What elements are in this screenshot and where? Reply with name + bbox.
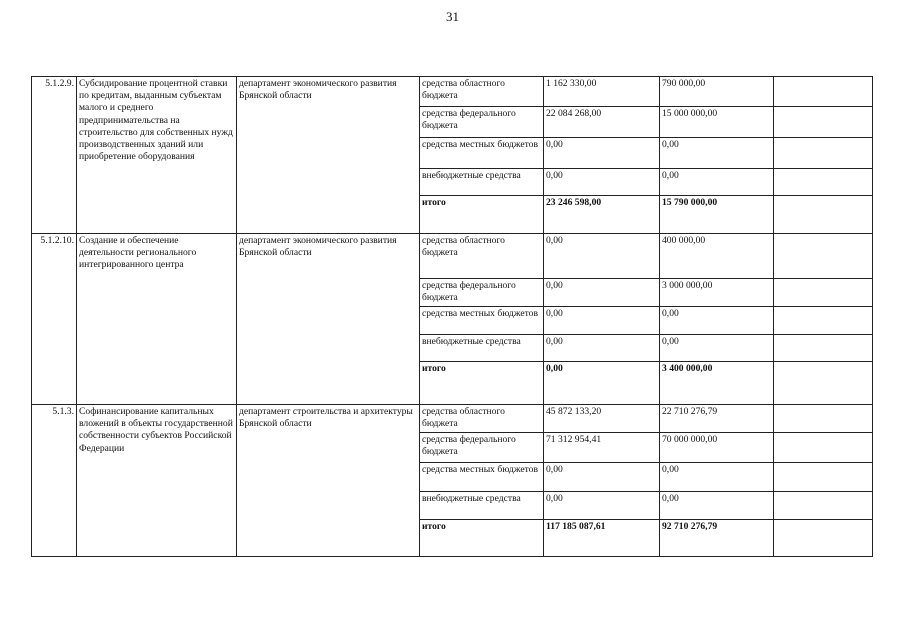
amount-2: 15 000 000,00 [660, 107, 774, 138]
amount-2: 0,00 [660, 492, 774, 520]
item-executor: департамент строительства и архитектуры Брянской области [237, 405, 420, 557]
table-row [32, 77, 873, 107]
amount-1: 0,00 [544, 307, 660, 335]
empty-cell [774, 169, 873, 196]
empty-cell [774, 77, 873, 107]
item-number: 5.1.3. [32, 405, 77, 557]
funding-source: средства федерального бюджета [420, 279, 544, 307]
amount-2: 790 000,00 [660, 77, 774, 107]
funding-source: средства областного бюджета [420, 405, 544, 433]
empty-cell [774, 520, 873, 557]
total-label: итого [420, 362, 544, 405]
amount-2: 70 000 000,00 [660, 433, 774, 463]
item-title: Создание и обеспечение деятельности регионального интегрированного центра [77, 234, 237, 405]
item-executor: департамент экономического развития Брянской области [237, 77, 420, 234]
amount-2: 0,00 [660, 307, 774, 335]
empty-cell [774, 234, 873, 279]
table-row [32, 405, 873, 433]
empty-cell [774, 362, 873, 405]
empty-cell [774, 307, 873, 335]
total-amount-1: 0,00 [544, 362, 660, 405]
funding-source: внебюджетные средства [420, 335, 544, 362]
amount-2: 0,00 [660, 169, 774, 196]
amount-1: 0,00 [544, 335, 660, 362]
amount-1: 0,00 [544, 138, 660, 169]
funding-source: средства федерального бюджета [420, 433, 544, 463]
total-amount-2: 3 400 000,00 [660, 362, 774, 405]
budget-table [31, 76, 873, 557]
item-number: 5.1.2.9. [32, 77, 77, 234]
amount-1: 1 162 330,00 [544, 77, 660, 107]
funding-source: средства областного бюджета [420, 234, 544, 279]
empty-cell [774, 492, 873, 520]
amount-1: 0,00 [544, 234, 660, 279]
total-amount-2: 92 710 276,79 [660, 520, 774, 557]
total-amount-2: 15 790 000,00 [660, 196, 774, 234]
amount-1: 71 312 954,41 [544, 433, 660, 463]
amount-1: 0,00 [544, 463, 660, 492]
amount-2: 22 710 276,79 [660, 405, 774, 433]
empty-cell [774, 405, 873, 433]
item-title: Субсидирование процентной ставки по кредитам, выданным субъектам малого и среднего предпринимательства на строительство для собственных нужд производственных зданий или приобретение оборудования [77, 77, 237, 234]
amount-2: 0,00 [660, 138, 774, 169]
empty-cell [774, 279, 873, 307]
total-label: итого [420, 520, 544, 557]
total-amount-1: 23 246 598,00 [544, 196, 660, 234]
amount-1: 0,00 [544, 492, 660, 520]
amount-1: 45 872 133,20 [544, 405, 660, 433]
amount-1: 0,00 [544, 279, 660, 307]
funding-source: внебюджетные средства [420, 492, 544, 520]
empty-cell [774, 463, 873, 492]
total-amount-1: 117 185 087,61 [544, 520, 660, 557]
page-number: 31 [446, 9, 459, 24]
funding-source: средства местных бюджетов [420, 138, 544, 169]
amount-1: 0,00 [544, 169, 660, 196]
funding-source: средства местных бюджетов [420, 463, 544, 492]
amount-2: 0,00 [660, 463, 774, 492]
amount-2: 3 000 000,00 [660, 279, 774, 307]
amount-2: 0,00 [660, 335, 774, 362]
empty-cell [774, 196, 873, 234]
empty-cell [774, 107, 873, 138]
item-executor: департамент экономического развития Брянской области [237, 234, 420, 405]
item-title: Софинансирование капитальных вложений в объекты государственной собственности субъектов Российской Федерации [77, 405, 237, 557]
amount-2: 400 000,00 [660, 234, 774, 279]
amount-1: 22 084 268,00 [544, 107, 660, 138]
empty-cell [774, 335, 873, 362]
item-number: 5.1.2.10. [32, 234, 77, 405]
table-row [32, 234, 873, 279]
empty-cell [774, 433, 873, 463]
funding-source: средства местных бюджетов [420, 307, 544, 335]
funding-source: внебюджетные средства [420, 169, 544, 196]
empty-cell [774, 138, 873, 169]
funding-source: средства федерального бюджета [420, 107, 544, 138]
total-label: итого [420, 196, 544, 234]
funding-source: средства областного бюджета [420, 77, 544, 107]
